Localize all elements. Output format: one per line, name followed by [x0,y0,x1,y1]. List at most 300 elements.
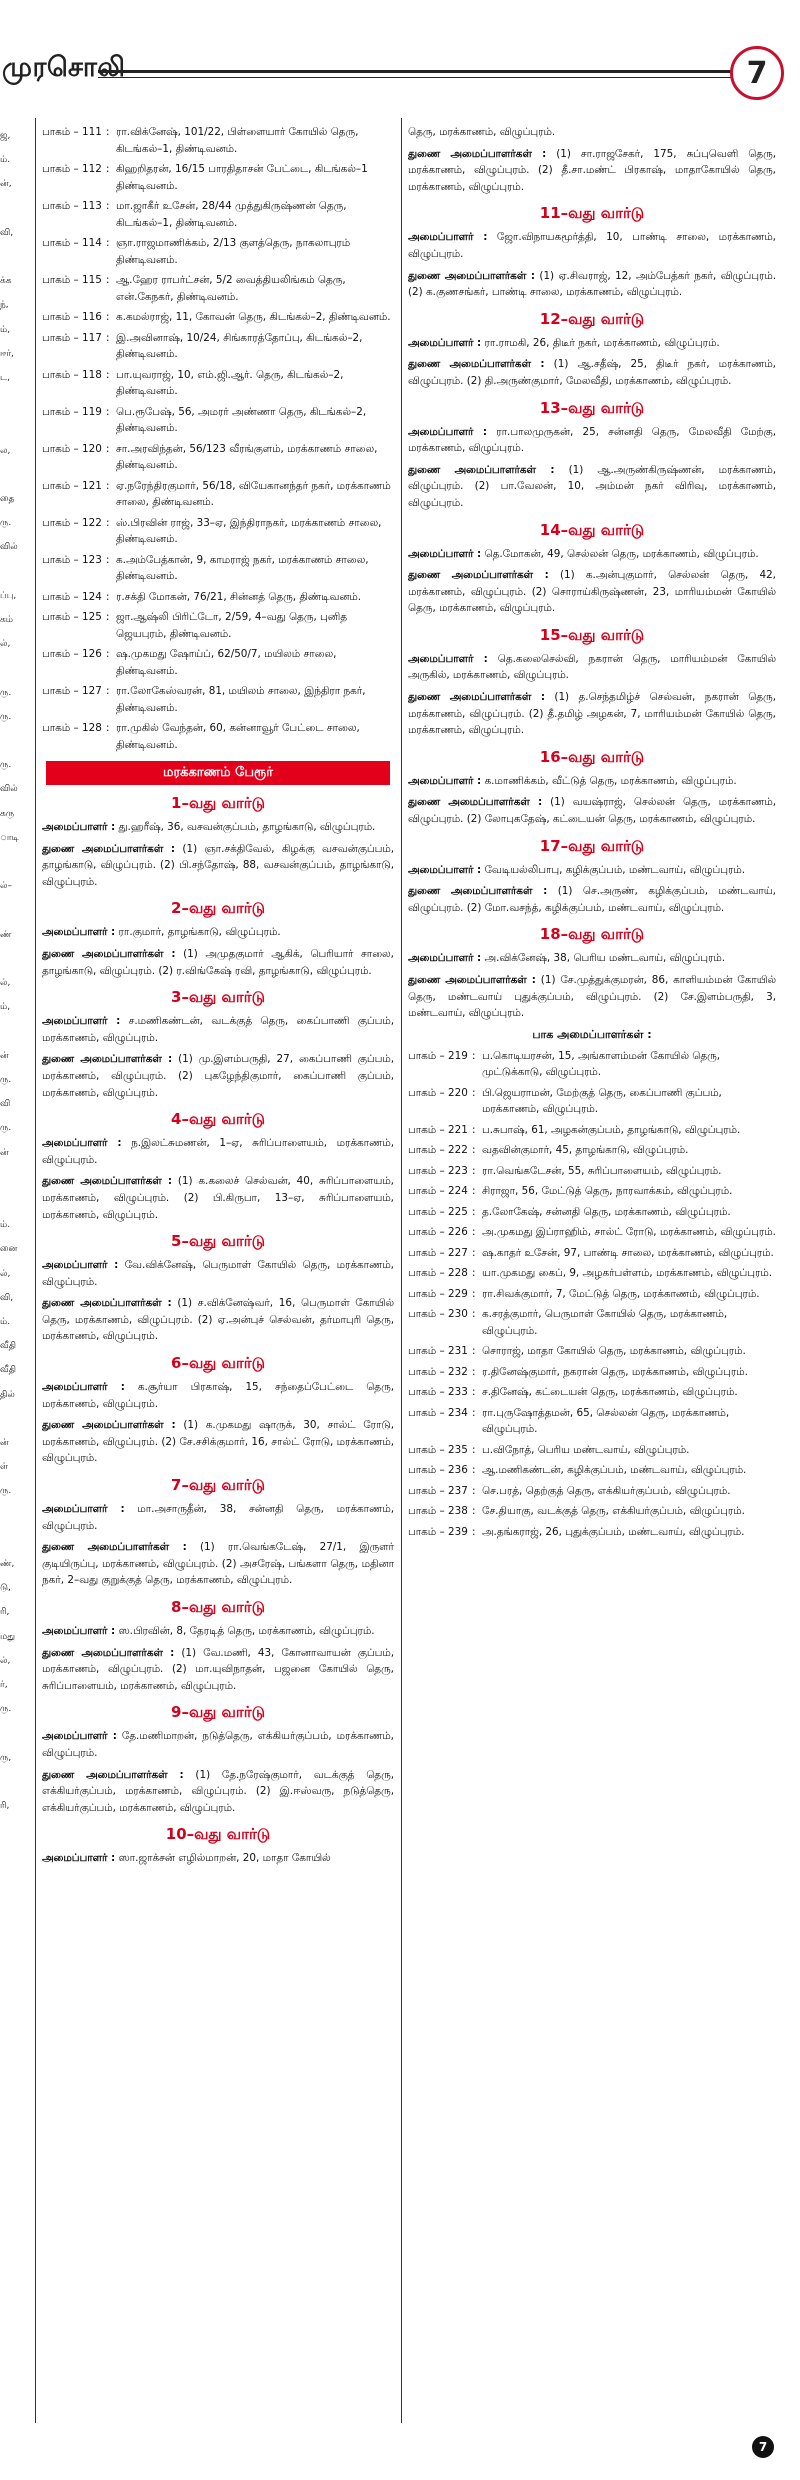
text-fragment [0,1770,30,1794]
text-fragment: ல், [0,639,11,650]
booth-entry [408,1405,776,1438]
text-fragment: ரு. [0,518,12,529]
ward-block [408,748,776,828]
text-fragment: ன், [0,179,12,190]
booth-entry [42,235,394,268]
text-fragment: ம், [0,1002,11,1013]
organiser-details: வே.விக்னேஷ், பெருமாள் கோயில் தெரு, மரக்காணம், விழுப்புரம். [42,1259,394,1288]
booth-number: பாகம் – 226 [408,1226,468,1239]
booth-entry [408,1483,776,1500]
booth-entry [42,441,394,474]
booth-organiser: ஏ.நரேந்திரகுமார், 56/18, வியேகானந்தர் நகர், மரக்காணம் சாலை, திண்டிவனம். [116,479,391,508]
booth-entry [408,1142,776,1159]
booth-entry [408,1442,776,1459]
organiser-paragraph [42,1379,394,1412]
text-fragment: ன் [0,1437,9,1448]
role-label: அமைப்பாளர் : [42,1015,121,1028]
booth-entry [42,478,394,511]
booth-entry [42,404,394,437]
ward-title: 3–வது வார்டு [171,988,265,1007]
organiser-paragraph [408,424,776,457]
organiser-paragraph [408,794,776,827]
ward-block [408,837,776,917]
booth-number: பாகம் – 236 [408,1464,468,1477]
text-fragment: ர், [0,1680,8,1690]
organiser-details: ரா.குமார், தாழங்காடு, விழுப்புரம். [115,926,281,939]
ward-title: 1–வது வார்டு [171,794,265,812]
booth-organiser: ப.கொடியரசன், 15, அங்காளம்மன் கோயில் தெரு, முட்டுக்காடு, விழுப்புரம். [482,1049,721,1079]
booth-entry [408,1524,776,1541]
role-label: துணை அமைப்பாளர்கள் : [408,147,547,160]
ward-block [42,1825,394,1867]
separator: : [472,1226,476,1239]
text-fragment: ரு. [0,760,12,771]
booth-entry [408,1343,776,1360]
text-fragment [0,245,30,269]
ward-block [42,988,394,1101]
organiser-details: (1) ச.விக்னேஷ்வர், 16, பெருமாள் கோயில் தெரு, மரக்காணம், விழுப்புரம். (2) ஏ.அன்புச் செல்வன், தர்மாபுரி தெரு, மரக்காணம், விழுப்புரம். [42,1297,394,1343]
separator: : [106,331,110,344]
role-label: அமைப்பாளர் : [408,547,482,560]
booth-organiser: சொராஜ், மாதா கோயில் தெரு, மரக்காணம், விழுப்புரம். [482,1345,746,1358]
text-fragment: ஜ, [0,131,11,141]
text-fragment: டு, [0,1583,11,1594]
booth-organiser: சா.அரவிந்தன், 56/123 வீரங்குளம், மரக்காணம் சாலை, திண்டிவனம். [116,442,378,471]
text-fragment: ன் [0,1147,9,1158]
text-fragment: தில் [0,1389,15,1400]
booth-entry [42,589,394,606]
booth-number: பாகம் – 119 [42,405,102,418]
text-fragment: ம், [0,324,11,335]
organiser-paragraph [408,335,776,352]
booth-organiser: ர.தினேஷ்குமார், நகரான் தெரு, மரக்காணம், விழுப்புரம். [482,1365,748,1378]
separator: : [472,1365,476,1378]
organiser-paragraph [42,924,394,941]
role-label: துணை அமைப்பாளர்கள் : [408,358,545,371]
booth-organiser: அ.முகமது இப்ராஹிம், சால்ட் ரோடு, மரக்காணம், விழுப்புரம். [482,1226,776,1239]
booth-entry [408,1085,776,1118]
ward-block [408,399,776,512]
organiser-paragraph [408,146,776,196]
text-fragment: வில் [0,784,18,795]
booth-organiser: ஸ்.பிரவின் ராஜ், 33–ஏ, இந்திராநகர், மரக்காணம் சாலை, திண்டிவனம். [116,516,382,545]
ward-title: 14–வது வார்டு [539,520,645,539]
separator: : [106,590,110,603]
booth-entry [42,609,394,642]
organiser-paragraph [408,862,776,879]
booth-entry [42,683,394,716]
organiser-details: (1) ரா.வெங்கடேஷ், 27/1, இருளர் குடியிருப்பு, மரக்காணம், விழுப்புரம். (2) அசரேஷ், பங்களா தெரு, மதினா நகர், 2–வது குறுக்குத் தெரு, மரக்காணம், விழுப்புரம். [42,1541,394,1587]
separator: : [472,1086,476,1099]
role-label: அமைப்பாளர் : [42,1381,125,1394]
text-fragment: கரு [0,808,15,819]
organiser-paragraph [42,1645,394,1695]
text-fragment: வி, [0,1292,14,1303]
role-label: துணை அமைப்பாளர்கள் : [408,974,536,986]
organiser-details: து.ஹரீஷ், 36, வசவன்குப்பம், தாழங்காடு, விழுப்புரம். [115,821,376,833]
separator: : [472,1525,476,1538]
ward-list [42,794,394,1867]
text-fragment: ல்– [0,881,12,892]
booth-entry [408,1163,776,1180]
role-label: துணை அமைப்பாளர்கள் : [408,463,555,476]
text-fragment: ல், [0,1268,11,1279]
organiser-details: தே.மணிமாறன், நடுத்தெரு, எக்கியர்குப்பம், மரக்காணம், விழுப்புரம். [42,1730,394,1759]
ward-block [42,1232,394,1345]
ward-title: 5–வது வார்டு [171,1232,265,1251]
separator: : [472,1464,476,1477]
role-label: அமைப்பாளர் : [408,652,488,665]
continuation-text: தெரு, மரக்காணம், விழுப்புரம். [408,126,556,138]
booth-number: பாகம் – 221 [408,1123,468,1136]
organiser-paragraph [42,841,394,891]
role-label: துணை அமைப்பாளர்கள் : [408,691,546,704]
ward-title: 8–வது வார்டு [171,1598,265,1616]
organiser-details: தெ.மோகன், 49, செல்லன் தெரு, மரக்காணம், விழுப்புரம். [481,547,759,560]
booth-organiser: த.லோகேஷ், சன்னதி தெரு, மரக்காணம், விழுப்புரம். [482,1205,731,1218]
role-label: துணை அமைப்பாளர்கள் : [42,1541,187,1554]
ward-block [42,1354,394,1467]
booth-organiser: க.சரத்குமார், பெருமாள் கோயில் தெரு, மரக்காணம், விழுப்புரம். [482,1308,728,1337]
organiser-details: (1) ஞா.சக்திவேல், கிழக்கு வசவன்குப்பம், தாழங்காடு, விழுப்புரம். (2) பி.சந்தோஷ், 88, வசவன்குப்பம், தாழங்காடு, விழுப்புரம். [42,842,394,888]
organiser-details: ந.இலட்சுமணன், 1–ஏ, சுரிப்பாளையம், மரக்காணம், விழுப்புரம். [42,1137,394,1166]
text-fragment: வி [0,1099,11,1110]
role-label: துணை அமைப்பாளர்கள் : [42,1646,175,1659]
masthead [0,0,800,130]
text-fragment [0,1407,30,1431]
organiser-paragraph [42,1623,394,1640]
organiser-details: (1) ஏ.சிவராஜ், 12, அம்பேத்கர் நகர், விழுப்புரம். (2) க.குணசங்கர், பாண்டி சாலை, மரக்காணம், விழுப்புரம். [408,269,776,299]
booth-organiser: பி.ஜெயராமன், மேற்குத் தெரு, கைப்பாணி குப்பம், மரக்காணம், விழுப்புரம். [482,1086,722,1116]
booth-number: பாகம் – 228 [408,1267,468,1280]
booth-entry [408,1122,776,1139]
role-label: அமைப்பாளர் : [42,1730,117,1743]
ward-block [42,1703,394,1816]
section-title-bar: மரக்காணம் பேரூர் [46,761,390,785]
booth-organisers-heading: பாக அமைப்பாளர்கள் : [532,1027,652,1041]
organiser-paragraph [42,1173,394,1223]
booth-number: பாகம் – 122 [42,516,102,529]
text-fragment [0,1721,30,1745]
booth-number: பாகம் – 227 [408,1246,468,1259]
booth-organiser: ச.தினேஷ், கட்டையன் தெரு, மரக்காணம், விழுப்புரம். [482,1386,738,1399]
organiser-paragraph [408,689,776,739]
ward-title: 18–வது வார்டு [539,925,645,944]
booth-organiser: ஆ.மணிகண்டன், கழிக்குப்பம், மண்டவாய், விழுப்புரம். [482,1464,747,1477]
text-fragment: ம். [0,155,11,166]
ward-title: 16–வது வார்டு [539,747,645,766]
text-fragment: னை [0,1244,18,1255]
text-fragment: ன் [0,1050,9,1061]
separator: : [472,1308,476,1321]
booth-entry [408,1384,776,1401]
text-fragment: ள் [0,1462,9,1473]
separator: : [106,200,110,212]
ward-title: 6–வது வார்டு [171,1354,265,1373]
text-fragment: ண் [0,929,12,940]
text-fragment [0,850,30,874]
organiser-details: அ.விக்னேஷ், 38, பெரிய மண்டவாய், விழுப்புரம். [481,952,726,965]
ward-block [42,1598,394,1694]
ward-block [42,794,394,890]
role-label: துணை அமைப்பாளர்கள் : [42,947,176,960]
booth-number: பாகம் – 239 [408,1525,468,1538]
role-label: அமைப்பாளர் : [42,926,116,939]
text-fragment: ம். [0,1316,11,1327]
text-fragment: ல், [0,978,11,989]
organiser-details: (1) சே.முத்துக்குமரன், 86, காளியம்மன் கோயில் தெரு, மண்டவாய் புதுக்குப்பம், விழுப்புரம். (2) சே.இளம்பருதி, 3, மண்டவாய், விழுப்புரம். [408,974,776,1020]
organiser-details: ரா.ராமகி, 26, திடீர் நகர், மரக்காணம், விழுப்புரம். [481,336,720,349]
booth-number: பாகம் – 116 [42,311,102,323]
separator: : [106,274,110,286]
organiser-details: ஜோ.விநாயகமூர்த்தி, 10, பாண்டி சாலை, மரக்காணம், விழுப்புரம். [408,231,776,260]
separator: : [472,1205,476,1218]
text-fragment: வீதி [0,1341,16,1352]
text-fragment [0,390,30,414]
booth-number: பாகம் – 237 [408,1484,468,1497]
role-label: அமைப்பாளர் : [42,1503,125,1516]
separator: : [472,1386,476,1399]
text-fragment: ரு, [0,1752,12,1763]
organiser-paragraph [408,229,776,262]
text-fragment: ட, [0,373,11,384]
organiser-paragraph [42,1539,394,1589]
booth-number: பாகம் – 219 [408,1049,468,1062]
text-fragment: ல, [0,445,11,456]
booth-entry [42,272,394,305]
role-label: அமைப்பாளர் : [42,1852,116,1865]
booth-number: பாகம் – 121 [42,479,102,492]
booth-organiser: ரா.புருஷோத்தமன், 65, செல்லன் தெரு, மரக்காணம், விழுப்புரம். [482,1406,730,1436]
booth-organiser: பா.யுவராஜ், 10, எம்.ஜி.ஆர். தெரு, கிடங்கல்–2, திண்டிவனம். [116,368,344,397]
booth-entry [408,1286,776,1303]
text-fragment: ரி, [0,1607,10,1618]
organiser-details: (1) த.செந்தமிழ்ச் செல்வன், நகரான் தெரு, மரக்காணம், விழுப்புரம். (2) தீ.தமிழ் அழகன், 7, மாரியம்மன் கோயில் தெரு, மரக்காணம், விழுப்புரம். [408,691,776,737]
ward-title: 4–வது வார்டு [171,1110,265,1129]
organiser-details: (1) தே.நரேஷ்குமார், வடக்குத் தெரு, எக்கியர்குப்பம், மரக்காணம், விழுப்புரம். (2) இ.ஈஸ்வரு, நடுத்தெரு, எக்கியர்குப்பம், மரக்காணம், விழுப்புரம். [42,1768,394,1814]
separator: : [472,1246,476,1259]
booth-organiser: சே.தியாகு, வடக்குத் தெரு, எக்கியர்குப்பம், விழுப்புரம். [482,1505,745,1518]
booth-number: பாகம் – 234 [408,1406,468,1419]
separator: : [106,405,110,418]
role-label: துணை அமைப்பாளர்கள் : [42,1297,172,1310]
booth-number: பாகம் – 233 [408,1386,468,1399]
text-fragment [0,899,30,923]
text-fragment: வீதி [0,1365,16,1376]
page-number-badge: 7 [730,46,784,100]
organiser-details: (1) ஆ.அருண்கிருஷ்ணன், மரக்காணம், விழுப்புரம். (2) பா.வேலன், 10, அம்மன் நகர் விரிவு, மரக்காணம், விழுப்புரம். [408,463,776,509]
role-label: துணை அமைப்பாளர்கள் : [408,885,548,898]
text-fragment [0,1189,30,1213]
left-column-fragments [0,124,30,1818]
booth-entry [408,1265,776,1282]
separator: : [472,1287,476,1300]
role-label: அமைப்பாளர் : [42,1137,122,1150]
text-fragment [0,197,30,221]
booth-entry [42,552,394,585]
organiser-details: க.சூர்யா பிரகாஷ், 15, சந்தைப்பேட்டை தெரு, மரக்காணம், விழுப்புரம். [42,1381,394,1410]
separator: : [472,1185,476,1198]
booth-number: பாகம் – 113 [42,200,102,212]
ward-block [42,899,394,979]
organiser-paragraph [408,546,776,563]
separator: : [106,553,110,566]
separator: : [106,611,110,623]
role-label: அமைப்பாளர் : [408,231,488,244]
booth-number: பாகம் – 238 [408,1505,468,1518]
ward-block [408,204,776,300]
organiser-details: (1) சா.ராஜசேகர், 175, சுப்புவெளி தெரு, மரக்காணம், விழுப்புரம். (2) தீ.சா.மண்ட் பிரகாஷ், மாதாகோயில் தெரு, மரக்காணம், விழுப்புரம். [408,147,776,193]
booth-number: பாகம் – 220 [408,1086,468,1099]
booth-organiser: செ.பரத், தெற்குத் தெரு, எக்கியர்குப்பம், விழுப்புரம். [482,1484,731,1497]
role-label: அமைப்பாளர் : [408,774,482,787]
booth-organiser: சிராஜா, 56, மேட்டுத் தெரு, நாரவாக்கம், விழுப்புரம். [482,1185,733,1198]
role-label: அமைப்பாளர் : [408,863,482,876]
text-fragment: ஈர், [0,348,14,359]
role-label: துணை அமைப்பாளர்கள் : [42,1768,184,1781]
organiser-paragraph [42,1295,394,1345]
booth-number: பாகம் – 111 [42,126,102,138]
booth-number: பாகம் – 230 [408,1308,468,1321]
booth-entry [408,1224,776,1241]
organiser-paragraph [42,1850,394,1867]
separator: : [472,1443,476,1456]
ward-title: 9–வது வார்டு [171,1703,265,1722]
text-fragment [0,729,30,753]
organiser-paragraph [42,1135,394,1168]
ward-title: 12–வது வார்டு [539,309,645,328]
text-fragment [0,947,30,971]
organiser-details: வேடியல்லிபாபு, கழிக்குப்பம், மண்டவாய், விழுப்புரம். [481,863,746,876]
organiser-paragraph [42,1013,394,1046]
text-fragment: ல், [0,1655,11,1666]
organiser-details: (1) க.கலைச் செல்வன், 40, சுரிப்பாளையம், மரக்காணம், விழுப்புரம். (2) பி.கிருபா, 13–ஏ, சுரிப்பாளையம், மரக்காணம், விழுப்புரம். [42,1175,394,1221]
ward-block [42,1110,394,1223]
organiser-details: மா.அசாருதீன், 38, சன்னதி தெரு, மரக்காணம், விழுப்புரம். [42,1503,394,1532]
ward-block [408,521,776,617]
booth-number: பாகம் – 125 [42,611,102,623]
text-fragment: ம். [0,1220,11,1231]
text-fragment: ரி, [0,1801,10,1812]
booth-number: பாகம் – 223 [408,1164,468,1177]
booth-organiser: ஷ.காதர் உசேன், 97, பாண்டி சாலை, மரக்காணம், விழுப்புரம். [482,1246,774,1259]
ward-title: 10–வது வார்டு [165,1825,271,1844]
text-fragment: க்க [0,276,12,287]
ward-block [408,310,776,390]
booth-number: பாகம் – 112 [42,163,102,175]
separator: : [472,1164,476,1177]
booth-number: பாகம் – 231 [408,1345,468,1358]
text-fragment: கம் [0,615,13,626]
separator: : [472,1484,476,1497]
organiser-paragraph [42,1417,394,1467]
organiser-paragraph [42,1501,394,1534]
text-fragment: மது [0,1631,16,1642]
text-fragment: ரு. [0,1704,12,1715]
booth-entry [408,1503,776,1520]
text-fragment [0,1165,30,1189]
column-divider [401,118,402,2423]
booth-organiser: ரா.முகில் வேந்தன், 60, கன்னாவூர் பேட்டை சாலை, திண்டிவனம். [116,722,360,751]
ward-title: 17–வது வார்டு [539,836,645,855]
organiser-details: (1) க.முகமது ஷாருக், 30, சால்ட் ரோடு, மரக்காணம், விழுப்புரம். (2) சே.சசிக்குமார், 16, சால்ட் ரோடு, மரக்காணம், விழுப்புரம். [42,1419,394,1465]
organiser-details: ரா.பாலமுருகன், 25, சன்னதி தெரு, மேலவீதி மேற்கு, மரக்காணம், விழுப்புரம். [408,425,776,455]
middle-column [42,124,394,1872]
role-label: அமைப்பாளர் : [42,821,116,833]
organiser-details: ஸ.பிரவின், 8, தேரடித் தெரு, மரக்காணம், விழுப்புரம். [115,1625,375,1637]
text-fragment: ரு. [0,1486,12,1497]
booth-organiser: இ.அவினாஷ், 10/24, சிங்காரத்தோப்பு, கிடங்கல்–2, திண்டிவனம். [116,331,363,360]
ward-10-deputies [408,146,776,196]
ward-block [42,1476,394,1589]
booth-number: பாகம் – 115 [42,274,102,286]
booth-number: பாகம் – 124 [42,590,102,603]
booth-number: பாகம் – 117 [42,331,102,344]
separator: : [106,479,110,492]
role-label: துணை அமைப்பாளர்கள் : [408,796,543,809]
separator: : [106,163,110,175]
booth-number: பாகம் – 222 [408,1144,468,1157]
organiser-paragraph [408,883,776,916]
separator: : [106,516,110,529]
text-fragment: ரு. [0,711,12,722]
booth-entry [42,161,394,194]
text-fragment: ரு. [0,1074,12,1085]
organiser-details: (1) ஆ.சதீஷ், 25, திடீர் நகர், மரக்காணம், விழுப்புரம். (2) தி.அருண்குமார், மேலவீதி, மரக்காணம், விழுப்புரம். [408,358,776,387]
booth-organiser: ஷ.முகமது ஷோய்ப், 62/50/7, மயிலம் சாலை, திண்டிவனம். [116,648,337,677]
role-label: துணை அமைப்பாளர்கள் : [408,269,536,282]
booth-organiser: க.அம்பேத்கான், 9, காமராஜ் நகர், மரக்காணம் சாலை, திண்டிவனம். [116,553,369,582]
booth-entry [42,309,394,326]
ward-title: 13–வது வார்டு [539,398,645,417]
text-fragment [0,656,30,680]
separator: : [472,1345,476,1358]
organiser-paragraph [42,1257,394,1290]
booth-organiser: ரா.லோகேஸ்வரன், 81, மயிலம் சாலை, இந்திரா நகர், திண்டிவனம். [116,685,366,714]
booth-entry [408,1245,776,1262]
organiser-details: (1) வே.மணி, 43, கோனாவாயன் குப்பம், மரக்காணம், விழுப்புரம். (2) மா.யுவிநாதன், பஜனை கோயில் தெரு, சுரிப்பாளையம், மரக்காணம், விழுப்புரம். [42,1646,394,1692]
ward-block [408,925,776,1021]
separator: : [106,311,110,323]
organiser-paragraph [42,819,394,836]
booth-entry [408,1204,776,1221]
text-fragment: ப்பு, [0,590,17,601]
booth-entry [42,646,394,679]
booth-organiser: மா.ஜாகீர் உசேன், 28/44 முத்துகிருஷ்ணன் தெரு, கிடங்கல்–1, திண்டிவனம். [116,200,347,229]
organiser-paragraph [408,950,776,967]
booth-organiser: ப.சுபாஷ், 61, அழகன்குப்பம், தாழங்காடு, விழுப்புரம். [482,1123,741,1136]
booth-number: பாகம் – 120 [42,442,102,455]
booth-organiser: கிஹறிதரன், 16/15 பாரதிதாசன் பேட்டை, கிடங்கல்–1 திண்டிவனம். [116,163,368,192]
footer-page-number: 7 [752,2436,774,2458]
separator: : [106,722,110,734]
booth-number: பாகம் – 126 [42,648,102,660]
ward-title: 2–வது வார்டு [171,899,265,918]
booth-list [42,124,394,753]
booth-entry [42,198,394,231]
role-label: அமைப்பாளர் : [408,336,482,349]
separator: : [472,1123,476,1136]
role-label: துணை அமைப்பாளர்கள் : [42,1419,176,1432]
text-fragment [0,560,30,584]
booth-organiser: ரா.சிவக்குமார், 7, மேட்டுத் தெரு, மரக்காணம், விழுப்புரம். [482,1287,760,1300]
masthead-rule-thin [98,77,732,78]
booth-number: பாகம் – 123 [42,553,102,566]
booth-entry [42,720,394,753]
organiser-paragraph [408,567,776,617]
organiser-details: (1) செ.அருண், கழிக்குப்பம், மண்டவாய், விழுப்புரம். (2) மோ.வசந்த், கழிக்குப்பம், மண்டவாய், விழுப்புரம். [408,885,776,914]
booth-entry [42,367,394,400]
